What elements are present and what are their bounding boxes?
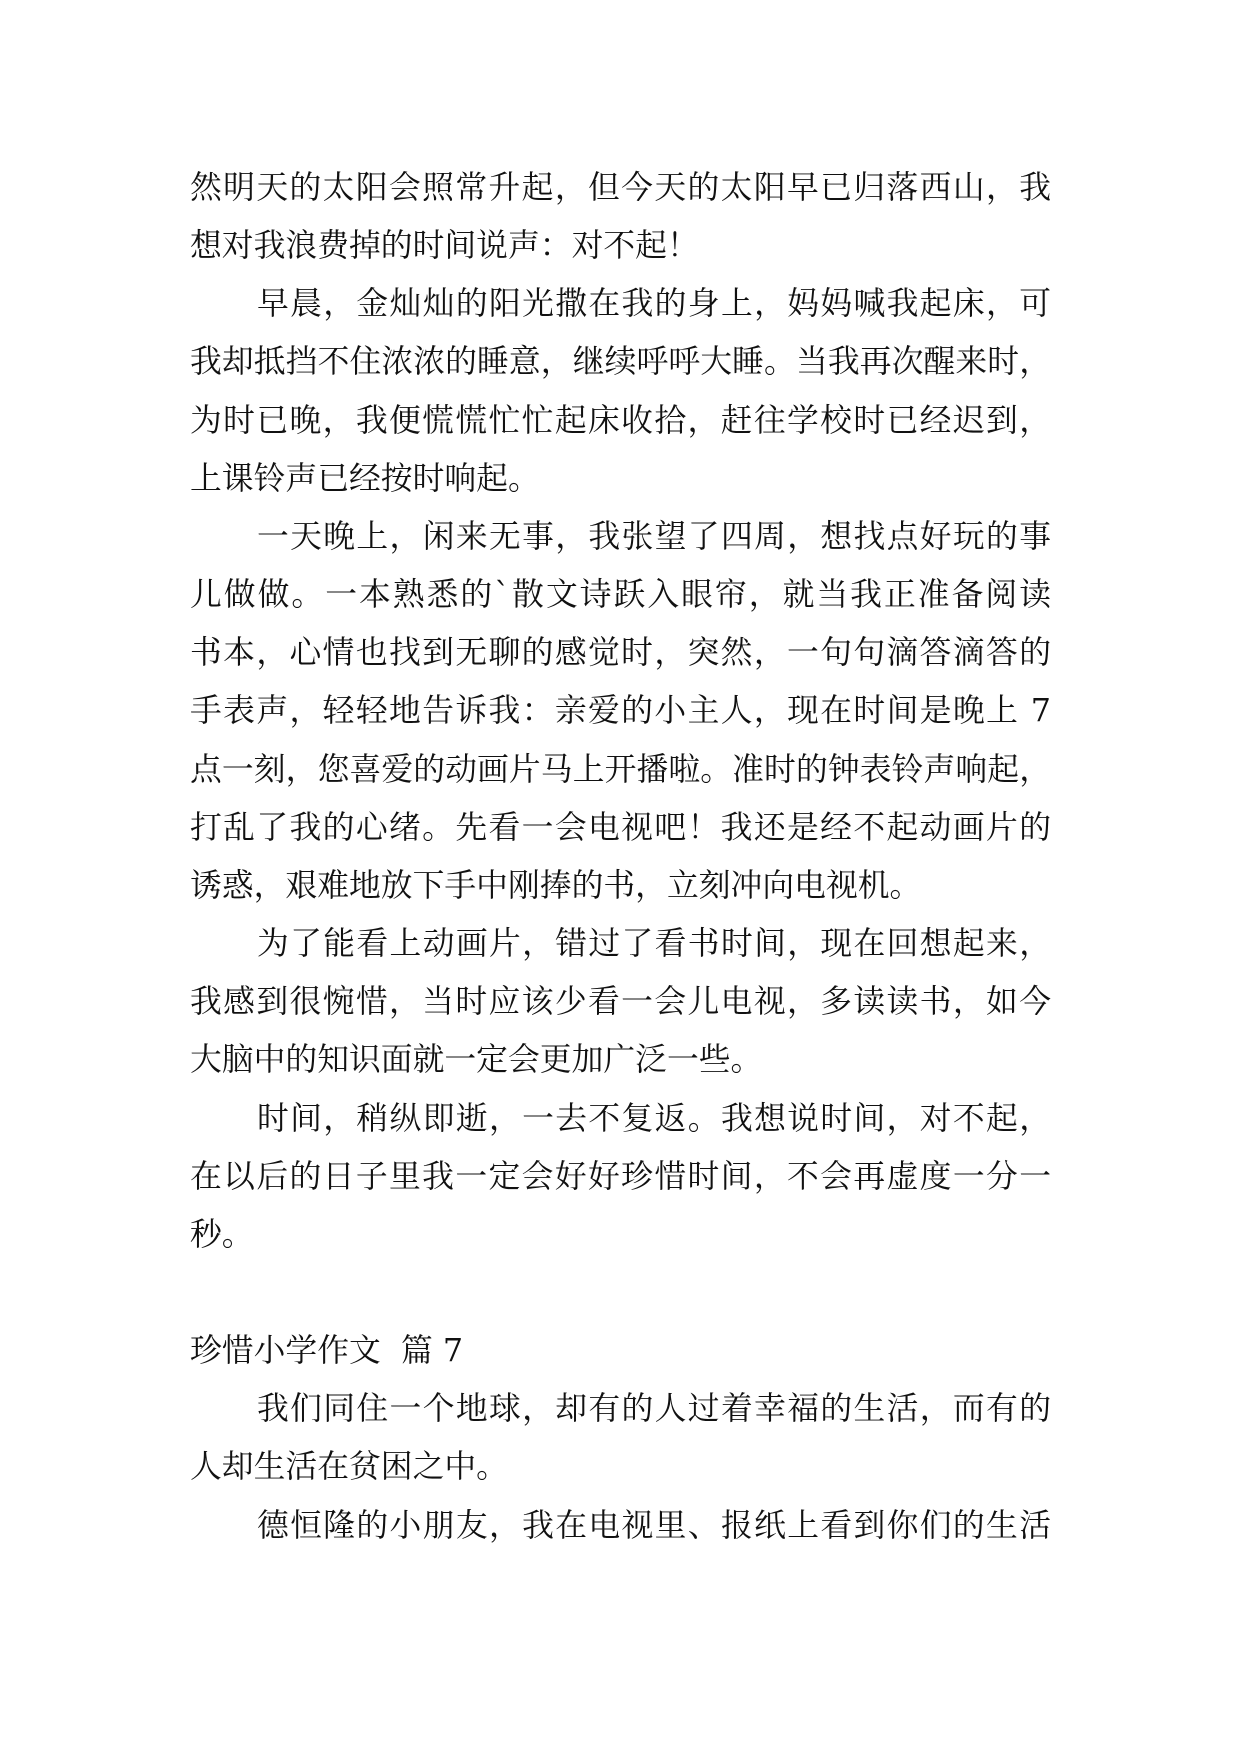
text-line: 大脑中的知识面就一定会更加广泛一些。 — [190, 1041, 763, 1079]
text-line: 早晨，金灿灿的阳光撒在我的身上，妈妈喊我起床，可 — [257, 285, 1051, 323]
text-line: 人却生活在贫困之中。 — [190, 1448, 508, 1486]
text-line: 点一刻，您喜爱的动画片马上开播啦。准时的钟表铃声响起， — [190, 750, 1051, 788]
paragraph — [190, 159, 1051, 275]
text-line: 我感到很惋惜，当时应该少看一会儿电视，多读读书，如今 — [190, 983, 1051, 1021]
blank-line — [190, 1264, 1051, 1322]
paragraph — [190, 915, 1051, 1089]
document-body — [190, 159, 1051, 1555]
paragraph — [190, 1090, 1051, 1264]
text-line: 上课铃声已经按时响起。 — [190, 459, 540, 497]
paragraph — [190, 1380, 1051, 1496]
text-line: 我却抵挡不住浓浓的睡意，继续呼呼大睡。当我再次醒来时， — [190, 343, 1051, 381]
text-line: 诱惑，艰难地放下手中刚捧的书，立刻冲向电视机。 — [190, 866, 922, 904]
paragraph — [190, 508, 1051, 915]
text-line: 德恒隆的小朋友，我在电视里、报纸上看到你们的生活 — [257, 1506, 1051, 1544]
section-heading: 珍惜小学作文 篇 7 — [190, 1332, 464, 1370]
text-line: 为时已晚，我便慌慌忙忙起床收拾，赶往学校时已经迟到， — [190, 401, 1051, 439]
paragraph — [190, 1497, 1051, 1555]
text-line: 在以后的日子里我一定会好好珍惜时间，不会再虚度一分一 — [190, 1157, 1051, 1195]
text-line: 为了能看上动画片，错过了看书时间，现在回想起来， — [257, 925, 1051, 963]
text-line: 打乱了我的心绪。先看一会电视吧！我还是经不起动画片的 — [190, 808, 1051, 846]
text-line: 儿做做。一本熟悉的`散文诗跃入眼帘，就当我正准备阅读 — [190, 576, 1051, 614]
text-line: 想对我浪费掉的时间说声：对不起！ — [190, 227, 699, 265]
text-line: 手表声，轻轻地告诉我：亲爱的小主人，现在时间是晚上 7 — [190, 692, 1051, 730]
paragraph — [190, 275, 1051, 508]
text-line: 时间，稍纵即逝，一去不复返。我想说时间，对不起， — [257, 1099, 1051, 1137]
text-line: 秒。 — [190, 1215, 254, 1253]
text-line: 然明天的太阳会照常升起，但今天的太阳早已归落西山，我 — [190, 169, 1051, 206]
text-line: 一天晚上，闲来无事，我张望了四周，想找点好玩的事 — [257, 517, 1051, 555]
text-line: 我们同住一个地球，却有的人过着幸福的生活，而有的 — [257, 1390, 1051, 1428]
text-line: 书本，心情也找到无聊的感觉时，突然，一句句滴答滴答的 — [190, 634, 1051, 672]
